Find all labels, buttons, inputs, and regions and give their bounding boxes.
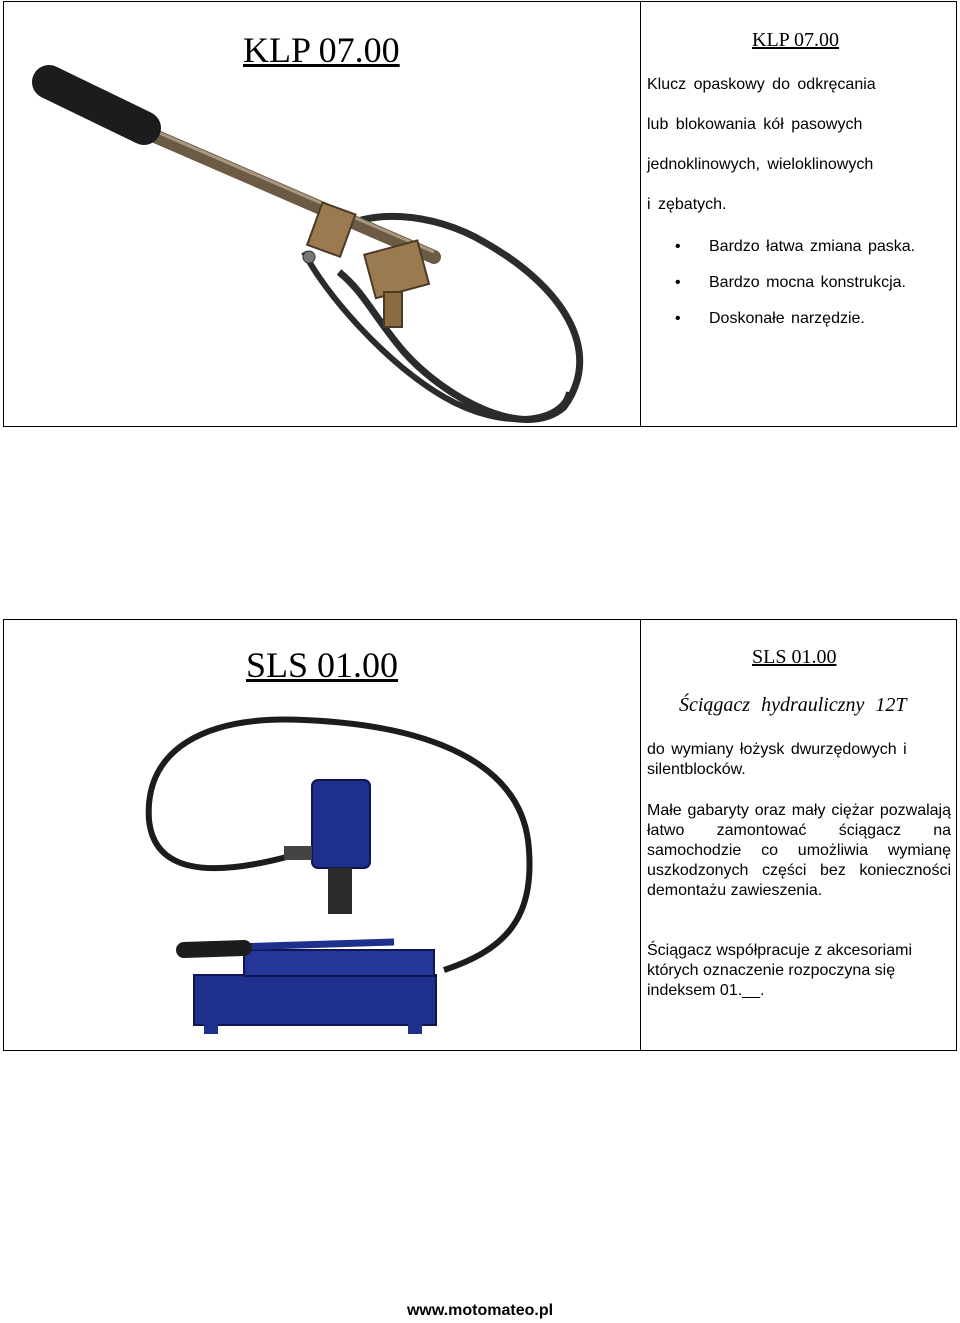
handle-grip <box>49 82 144 128</box>
handle-highlight <box>134 122 434 252</box>
pump-foot <box>408 1022 422 1034</box>
pump-grip <box>184 948 244 950</box>
bracket-rear <box>364 241 429 299</box>
description-line: jednoklinowych, wieloklinowych <box>647 156 874 173</box>
product-info-panel <box>641 620 956 1050</box>
hydraulic-cylinder <box>312 780 370 868</box>
bullet-icon: • <box>675 274 681 291</box>
belt-strap <box>334 216 580 419</box>
belt-wrench-photo <box>4 2 641 426</box>
bracket-leg <box>384 292 402 327</box>
description-line: i zębatych. <box>647 196 727 213</box>
product-code-large: SLS 01.00 <box>246 645 399 685</box>
product-card-klp <box>3 1 957 427</box>
bolt <box>303 251 315 263</box>
product-image-panel <box>4 620 641 1050</box>
product-card-sls <box>3 619 957 1051</box>
feature-item: • Bardzo łatwa zmiana paska. <box>675 238 916 255</box>
product-info-panel <box>641 2 956 426</box>
feature-item: • Doskonałe narzędzie. <box>675 310 865 327</box>
description-line: lub blokowania kół pasowych <box>647 116 863 133</box>
footer-url: www.motomateo.pl <box>406 1302 554 1319</box>
product-code-large: KLP 07.00 <box>243 30 400 70</box>
description-paragraph: Ściągacz współpracuje z akcesoriami których oznaczenie rozpoczyna się indeksem 01.__. <box>647 942 912 999</box>
feature-list <box>671 237 931 345</box>
pump-foot <box>204 1022 218 1034</box>
pump-reservoir <box>244 950 434 976</box>
cylinder-piston <box>328 868 352 914</box>
bullet-icon: • <box>675 310 681 327</box>
bullet-icon: • <box>675 238 681 255</box>
product-description <box>647 74 876 234</box>
pump-base <box>194 975 436 1025</box>
product-code-small: SLS 01.00 <box>752 646 837 668</box>
description-line: Klucz opaskowy do odkręcania <box>647 76 876 93</box>
hose-fitting <box>284 846 312 860</box>
product-subtitle: Ściągacz hydrauliczny 12T <box>679 694 907 716</box>
feature-item: • Bardzo mocna konstrukcja. <box>675 274 906 291</box>
handle-shaft <box>134 127 434 257</box>
product-image-panel <box>4 2 641 426</box>
description-paragraph: Małe gabaryty oraz mały ciężar pozwalają łatwo zamontować ściągacz na samochodzie co umożliwia wymianę uszkodzonych części bez konieczności demontażu zawieszenia. <box>647 802 951 899</box>
description-paragraph: do wymiany łożysk dwurzędowych i silentblocków. <box>647 741 907 778</box>
product-code-small: KLP 07.00 <box>752 29 840 51</box>
hydraulic-puller-photo <box>4 620 641 1050</box>
